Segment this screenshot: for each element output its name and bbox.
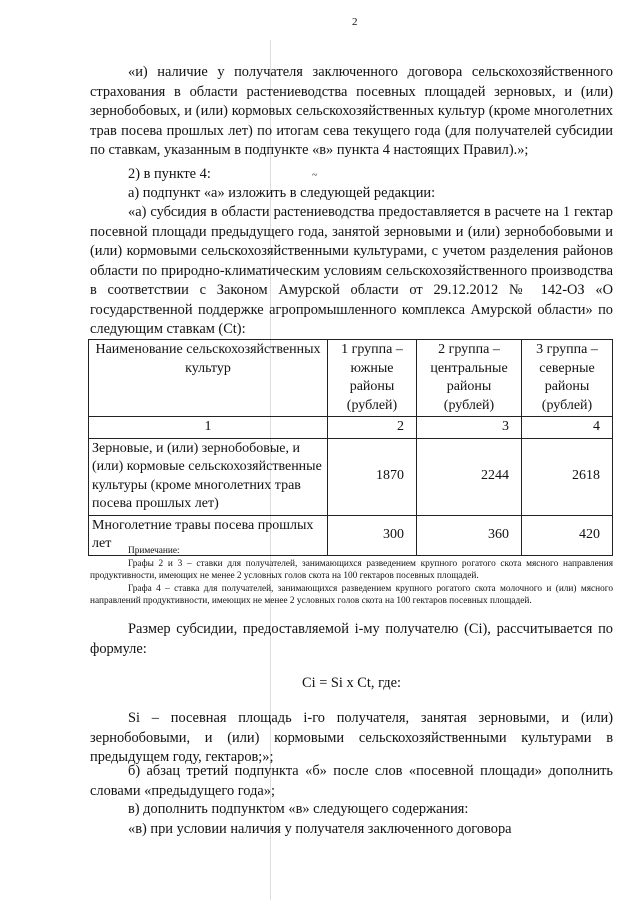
- item-a: а) подпункт «а» изложить в следующей редакции:: [128, 185, 436, 201]
- note-1: Графы 2 и 3 – ставки для получателей, занимающихся разведением крупного рогатого скота мясного направления продуктивности, имеющих не менее 2 условных голов скота на 100 гектаров посевных площадей.: [90, 559, 613, 581]
- paragraph-a: «а) субсидия в области растениеводства предоставляется в расчете на 1 гектар посевной площади предыдущего года, занятой зерновыми и (или) зернобобовыми и (или) кормовыми сельскохозяйственными культурами, с учетом разделения районов области по природно-климатическим условиям сельскохозяйственного производства в соответствии с Законом Амурской области от 29.12.2012 № 142-ОЗ «О государственной поддержке агропромышленного комплекса Амурской области» по следующим ставкам (Ct):: [90, 204, 613, 337]
- item-b: б) абзац третий подпункта «б» после слов «посевной площади» дополнить словами «предыдущего года»;: [90, 763, 613, 799]
- row-name: Многолетние травы посева прошлых лет: [89, 515, 328, 555]
- paragraph-v: «в) при условии наличия у получателя заключенного договора: [128, 821, 512, 837]
- item-v: в) дополнить подпунктом «в» следующего содержания:: [128, 801, 469, 817]
- col-number: 3: [417, 417, 522, 439]
- column-number-row: [89, 417, 613, 439]
- rates-table: [88, 339, 613, 556]
- header-group-3: 3 группа – северные районы (рублей): [522, 340, 613, 417]
- table-header-row: [89, 340, 613, 417]
- table-row: [89, 438, 613, 515]
- scan-mark: ~: [312, 170, 318, 181]
- header-crops: Наименование сельскохозяйственных культур: [89, 340, 328, 417]
- formula: Ci = Si x Ct, где:: [302, 675, 401, 691]
- row-name: Зерновые, и (или) зернобобовые, и (или) кормовые сельскохозяйственные культуры (кроме многолетних трав посева прошлых лет): [89, 438, 328, 515]
- note-2: Графа 4 – ставка для получателей, занимающихся разведением крупного рогатого скота молочного и (или) мясного направлений продуктивности, имеющих не менее 2 условных голов скота на 100 гектаров посевных площадей.: [90, 584, 613, 606]
- rate-group-2: 2244: [417, 438, 522, 515]
- rate-group-2: 360: [417, 515, 522, 555]
- paragraph-size: Размер субсидии, предоставляемой i-му получателю (Ci), рассчитывается по формуле:: [90, 621, 613, 657]
- rate-group-1: 1870: [328, 438, 417, 515]
- col-number: 4: [522, 417, 613, 439]
- page-number: 2: [352, 16, 358, 28]
- col-number: 1: [89, 417, 328, 439]
- item-2: 2) в пункте 4:: [128, 166, 211, 182]
- rate-group-3: 2618: [522, 438, 613, 515]
- col-number: 2: [328, 417, 417, 439]
- rate-group-3: 420: [522, 515, 613, 555]
- header-group-1: 1 группа – южные районы (рублей): [328, 340, 417, 417]
- paragraph-si: Si – посевная площадь i-го получателя, занятая зерновыми, и (или) зернобобовыми, и (или) кормовыми сельскохозяйственными культурами в предыдущем году, гектаров;»;: [90, 710, 613, 765]
- note-title: Примечание:: [128, 546, 180, 556]
- rate-group-1: 300: [328, 515, 417, 555]
- paragraph-i: «и) наличие у получателя заключенного договора сельскохозяйственного страхования в области растениеводства посевных площадей зерновых, и (или) зернобобовых, и (или) кормовых сельскохозяйственных культур (кроме многолетних трав посева прошлых лет) по итогам сева текущего года (для получателей субсидии по ставкам, указанным в подпункте «в» пункта 4 настоящих Правил).»;: [90, 64, 613, 158]
- header-group-2: 2 группа – центральные районы (рублей): [417, 340, 522, 417]
